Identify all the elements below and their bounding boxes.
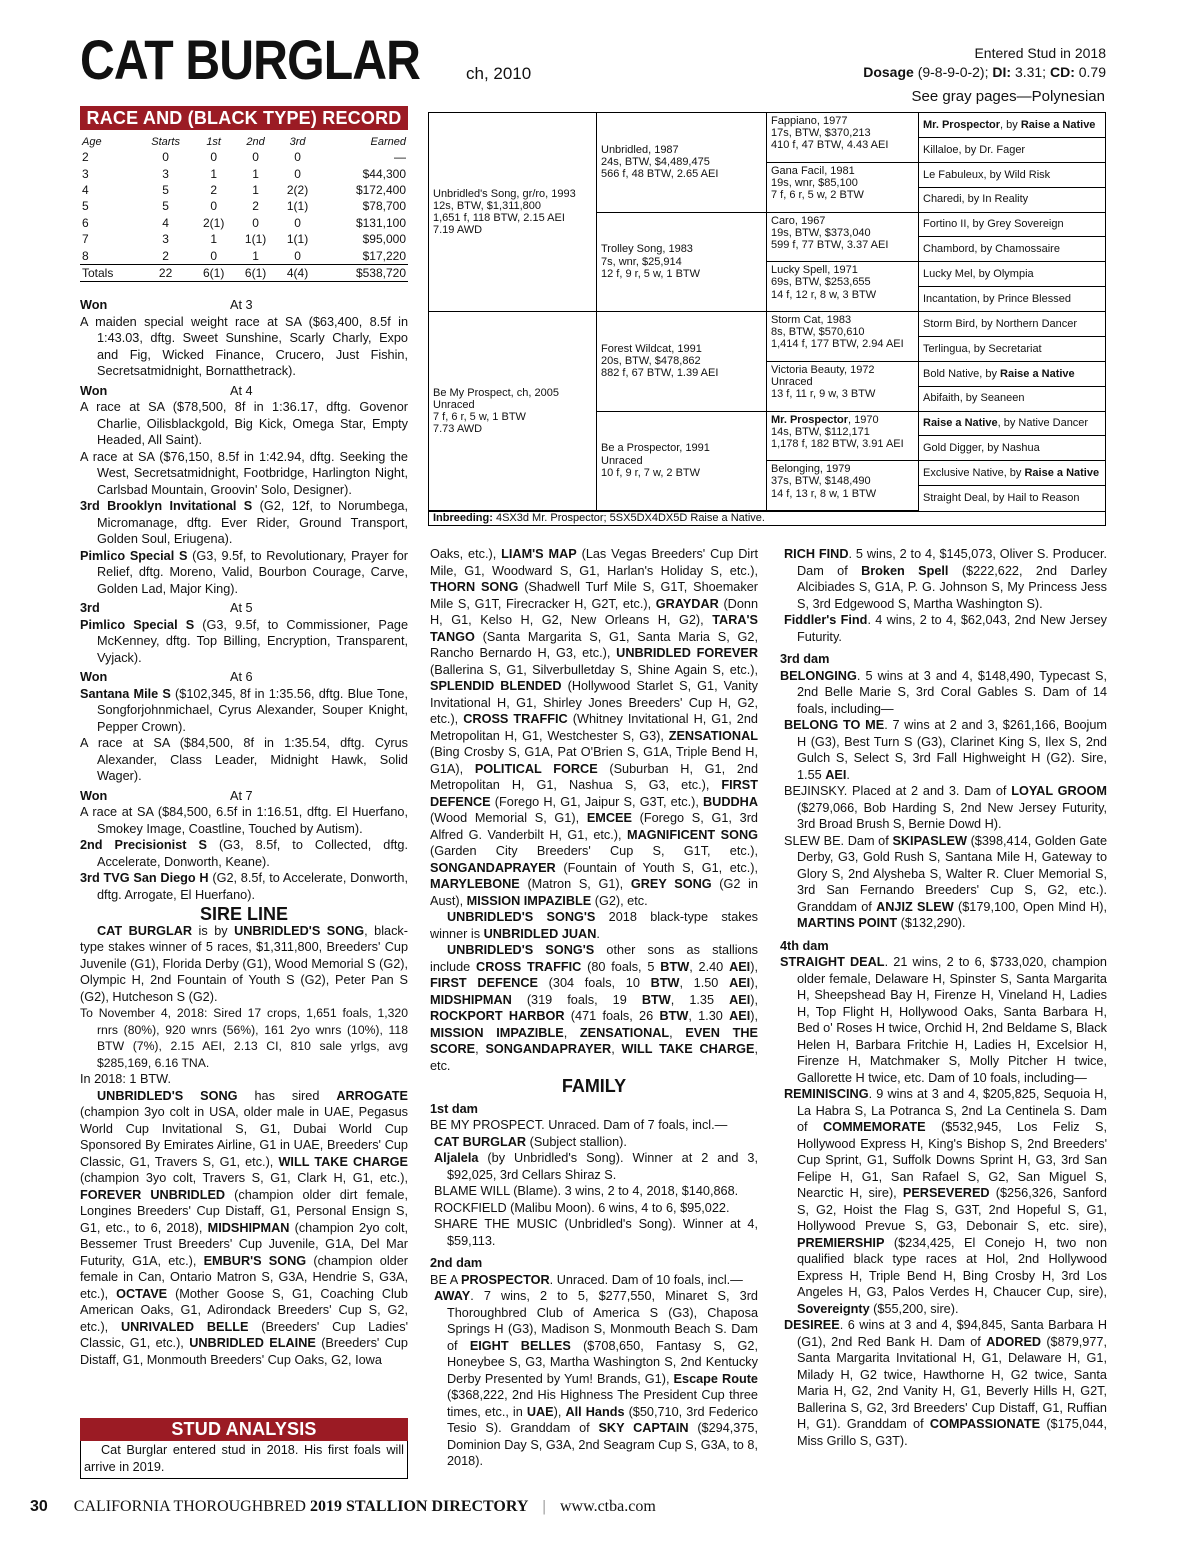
column-header: 2nd: [246, 135, 265, 148]
di-value: 3.31;: [1014, 64, 1047, 80]
pedigree-line: Exclusive Native, by Raise a Native: [923, 467, 1100, 480]
pedigree-gen4-cell: [919, 337, 1105, 362]
pedigree-line: 10 f, 9 r, 7 w, 2 BTW: [601, 466, 701, 479]
table-cell: 1: [252, 248, 259, 263]
stud-info: [863, 44, 1106, 82]
pedigree-line: Abifaith, by Seaneen: [923, 392, 1025, 405]
table-cell: 3: [82, 166, 89, 181]
pedigree-line: 566 f, 48 BTW, 2.65 AEI: [601, 168, 719, 181]
table-cell: 1(1): [286, 199, 309, 214]
table-cell: 0: [210, 248, 217, 263]
foal-entry: BLAME WILL (Blame). 3 wins, 2 to 4, 2018, $140,868.: [434, 1184, 739, 1198]
column-header: 1st: [206, 135, 221, 148]
column-header: Starts: [151, 135, 180, 148]
pedigree-gen4-cell: [919, 412, 1105, 437]
table-cell: 0: [294, 248, 301, 263]
sire-line-text: CAT BURGLAR is by UNBRIDLED'S SONG, black-type stakes winner of 5 races, $1,311,800, Breeders' Cup Juvenile (G1), Florida Derby (G1), Wood Memorial S (G2), Olympic H, 2nd Fountain of Youth S (G2), Peter Pan S (G2), Hutcheson S (G2).: [80, 923, 408, 1004]
sire-line-heading: SIRE LINE: [199, 904, 288, 924]
dosage-line: [863, 63, 1106, 82]
pedigree-gen3-cell: [767, 412, 919, 462]
column-header: Age: [82, 135, 102, 148]
table-cell: 0: [162, 150, 169, 165]
pedigree-line: Unbridled's Song, gr/ro, 1993: [433, 187, 576, 200]
pedigree-gen2-cell: [597, 312, 767, 412]
second-dam: BE A PROSPECTOR. Unraced. Dam of 10 foals, incl.—: [430, 1272, 743, 1287]
pedigree-line: 1,651 f, 118 BTW, 2.15 AEI: [433, 212, 565, 224]
race-record-header-row: [80, 134, 408, 149]
pedigree-line: Lucky Spell, 1971: [771, 264, 858, 277]
table-cell: 2: [252, 199, 259, 214]
table-row: [80, 247, 408, 264]
pedigree-gen3-cell: [767, 362, 919, 412]
table-row: [80, 231, 408, 247]
pedigree-line: 7.73 AWD: [433, 423, 483, 436]
table-cell: $95,000: [362, 232, 406, 247]
pedigree-line: Gana Facil, 1981: [771, 164, 855, 177]
pedigree-line: 19s, wnr, $85,100: [771, 176, 858, 189]
table-cell: 5: [162, 182, 169, 197]
foal-entry: ROCKFIELD (Malibu Moon). 6 wins, 4 to 6, $95,022.: [434, 1200, 730, 1215]
pedigree-gen4-cell: [919, 461, 1105, 486]
pedigree-line: 17s, BTW, $370,213: [771, 127, 871, 140]
dosage-label: Dosage: [863, 64, 914, 80]
middle-column: [430, 546, 758, 1470]
pedigree-gen4-cell: [919, 213, 1105, 238]
dosage-value: (9-8-9-0-2);: [917, 64, 989, 80]
table-cell: 6(1): [193, 264, 235, 281]
table-cell: 4: [82, 182, 89, 197]
pedigree-line: Fappiano, 1977: [771, 115, 848, 127]
foal-entry: BEJINSKY. Placed at 2 and 3. Dam of LOYAL GROOM ($279,066, Bob Harding S, 2nd New Jersey Futurity, 3rd Broad Brush S, Bernie Dowd H).: [784, 784, 1107, 831]
foal-entry: SLEW BE. Dam of SKIPASLEW ($398,414, Golden Gate Derby, G3, Gold Rush S, Santana Mile H, Gateway to Glory S, 2nd Alysheba S, Walter R. Cluer Memorial S, 3rd San Fernando Breeders' Cup S, G2, etc.). Granddam of ANJIZ SLEW ($179,100, Open Mind H), MARTINS POINT ($132,290).: [784, 833, 1107, 930]
pedigree-gen3-cell: [767, 461, 919, 511]
stud-analysis-text: Cat Burglar entered stud in 2018. His first foals will arrive in 2019.: [80, 1441, 408, 1479]
race-entry: A race at SA ($76,150, 8.5f in 1:42.94, dftg. Seeking the West, Secretsatmidnight, Footbridge, Harlington Night, Carlsbad Mountain, Groovin' Solo, Designer).: [80, 449, 408, 497]
foal-entry: BELONG TO ME. 7 wins at 2 and 3, $261,166, Boojum H (G3), Best Turn S (G3), Clarinet King S, Ilex S, 2nd Gulch S, Select S, 3rd Fall Highweight H (G2). Sire, 1.55 AEI.: [784, 718, 1108, 782]
foal-entry: CAT BURGLAR (Subject stallion).: [434, 1134, 627, 1149]
family-heading: FAMILY: [561, 1076, 627, 1096]
race-entry: Pimlico Special S (G3, 9.5f, to Commissioner, Page McKenney, dftg. Top Billing, Encryption, Transparent, Vyjack).: [80, 617, 408, 665]
pedigree-line: Caro, 1967: [771, 214, 826, 227]
pedigree-line: Trolley Song, 1983: [601, 243, 693, 256]
first-dam-heading: 1st dam: [430, 1101, 478, 1116]
pedigree-gen4-cell: [919, 362, 1105, 387]
pedigree-line: Incantation, by Prince Blessed: [923, 292, 1071, 305]
won-at-6: Won At 6: [80, 670, 253, 684]
table-cell: 1(1): [286, 232, 309, 247]
race-entry: 3rd TVG San Diego H (G2, 8.5f, to Accelerate, Donworth, dftg. Arrogate, El Huerfano).: [80, 871, 408, 902]
di-label: DI:: [992, 64, 1012, 80]
pedigree-line: 14 f, 13 r, 8 w, 1 BTW: [771, 487, 877, 500]
table-cell: 4(4): [277, 264, 319, 281]
pedigree-line: Be My Prospect, ch, 2005: [433, 386, 559, 399]
pedigree-chart: [428, 112, 1106, 526]
publication-name: CALIFORNIA THOROUGHBRED: [73, 1498, 306, 1515]
pedigree-line: Gold Digger, by Nashua: [923, 442, 1040, 455]
pedigree-line: 69s, BTW, $253,655: [771, 276, 871, 289]
race-entry: A race at SA ($84,500, 6.5f in 1:16.51, dftg. El Huerfano, Smokey Image, Coastline, Touched by Autism).: [80, 805, 408, 836]
table-cell: 22: [139, 264, 193, 281]
table-cell: 0: [252, 150, 259, 165]
table-row: [80, 149, 408, 165]
pedigree-line: Forest Wildcat, 1991: [601, 342, 702, 355]
table-cell: 1: [210, 232, 217, 247]
pedigree-line: Unraced: [433, 398, 475, 411]
pedigree-line: Storm Bird, by Northern Dancer: [923, 317, 1078, 330]
foal-entry: REMINISCING. 9 wins at 3 and 4, $205,825, Sequoia H, La Habra S, La Potranca S, 2nd La Centinela S. Dam of COMMEMORATE ($532,945, Los Feliz S, Hollywood Express H, King's Bishop S, 2nd Breeders' Cup Sprint, G1, Suffolk Downs Sprint H, G3, 3rd San Felipe H, G1, San Rafael S, G2, San Miguel S, Nearctic H, sire), PERSEVERED ($256,326, Sanford S, G2, Hoist the Flag S, G3T, 2nd Hopeful S, G1, Hollywood Prevue S, G3, Debonair S, etc. sire), PREMIERSHIP ($234,425, El Conejo H, two non qualified black type races at Hol, 2nd Hollywood Express H, Triple Bend H, Bing Crosby H, 3rd Los Angeles H, G3, Palos Verdes H, Chaucer Cup, sire), Sovereignty ($55,200, sire).: [784, 1087, 1107, 1316]
table-cell: 7: [82, 232, 89, 247]
table-row: [80, 198, 408, 214]
pedigree-line: Victoria Beauty, 1972: [771, 363, 875, 376]
foal-entry: Aljalela (by Unbridled's Song). Winner at 2 and 3, $92,025, 3rd Cellars Shiraz S.: [434, 1151, 758, 1182]
won-at-4: Won At 4: [80, 383, 253, 398]
pedigree-line: Belonging, 1979: [771, 463, 851, 476]
pedigree-gen3-cell: [767, 163, 919, 213]
pedigree-line: Chambord, by Chamossaire: [923, 243, 1060, 256]
pedigree-line: Bold Native, by Raise a Native: [923, 367, 1075, 380]
table-cell: 0: [294, 150, 301, 165]
race-entry: A race at SA ($78,500, 8f in 1:36.17, dftg. Govenor Charlie, Oilisblackgold, Big Kick, Omega Star, Empty Headed, All Saint).: [80, 400, 408, 447]
pedigree-line: Mr. Prospector, 1970: [771, 413, 879, 426]
table-cell: $17,220: [362, 248, 406, 263]
pedigree-gen2-cell: [597, 213, 767, 313]
table-cell: 0: [294, 215, 301, 230]
pedigree-line: 410 f, 47 BTW, 4.43 AEI: [771, 139, 889, 152]
pedigree-line: 8s, BTW, $570,610: [771, 326, 865, 339]
third-dam-heading: 3rd dam: [780, 652, 830, 666]
foal-entry: Fiddler's Find. 4 wins, 2 to 4, $62,043, 2nd New Jersey Futurity.: [784, 613, 1107, 644]
won-at-7: Won At 7: [80, 788, 253, 803]
totals-row: [80, 264, 408, 281]
pedigree-line: 19s, BTW, $373,040: [771, 226, 871, 239]
pedigree-gen3-cell: [767, 213, 919, 263]
pedigree-line: Lucky Mel, by Olympia: [923, 268, 1034, 281]
pedigree-line: 599 f, 77 BTW, 3.37 AEI: [771, 238, 889, 251]
pedigree-line: 24s, BTW, $4,489,475: [601, 156, 710, 169]
fourth-dam-heading: 4th dam: [780, 938, 829, 953]
table-cell: 1: [252, 182, 259, 197]
third-dam: BELONGING. 5 wins at 3 and 4, $148,490, Typecast S, 2nd Belle Marie S, 3rd Coral Gables S. Dam of 14 foals, including—: [780, 668, 1107, 716]
pedigree-gen3-cell: [767, 262, 919, 312]
table-cell: 2(1): [202, 215, 225, 230]
table-row: [80, 215, 408, 231]
table-cell: 1: [210, 166, 217, 181]
column-header: 3rd: [289, 135, 306, 148]
table-cell: $78,700: [362, 199, 406, 214]
column-header: Earned: [370, 135, 406, 148]
table-cell: 6: [82, 215, 89, 230]
table-cell: 8: [82, 248, 89, 263]
table-row: [80, 165, 408, 181]
pedigree-line: Unbridled, 1987: [601, 143, 679, 156]
pedigree-gen2-cell: [597, 412, 767, 512]
race-history: [80, 294, 408, 1368]
pedigree-line: 12 f, 9 r, 5 w, 1 BTW: [601, 267, 701, 280]
pedigree-gen4-cell: [919, 237, 1105, 262]
foal-entry: DESIREE. 6 wins at 3 and 4, $94,845, Santa Barbara H (G1), 2nd Red Bank H. Dam of ADORED ($879,977, Santa Margarita Invitational H, G1, Delaware H, G1, Milady H, G2 twice, Hawthorne H, G2 twice, Santa Maria H, G2, 2nd Vanity H, G1, Beverly Hills H, G2T, Ballerina S, G2, 3rd Breeders' Cup Distaff, G1, Ruffian H, G1). Granddam of COMPASSIONATE ($175,044, Miss Grillo S, G3T).: [784, 1318, 1107, 1448]
pedigree-gen4-cell: [919, 138, 1105, 163]
pedigree-line: 37s, BTW, $148,490: [771, 475, 871, 488]
sire-2018: In 2018: 1 BTW.: [80, 1072, 171, 1086]
pedigree-line: 13 f, 11 r, 9 w, 3 BTW: [771, 388, 876, 401]
pedigree-line: Mr. Prospector, by Raise a Native: [923, 118, 1096, 131]
sire-progeny-cont: Oaks, etc.), LIAM'S MAP (Las Vegas Breeders' Cup Dirt Mile, G1, Woodward S, G1, Harlan's Holiday S, etc.), THORN SONG (Shadwell Turf Mile S, G1T, Shoemaker Mile S, G1T, Firecracker H, G2T, etc.), GRAYDAR (Donn H, G1, Kelso H, G2, New Orleans H, G2), TARA'S TANGO (Santa Margarita S, G1, Santa Maria S, G2, Rancho Bernardo H, G3, etc.), UNBRIDLED FOREVER (Ballerina S, G1, Silverbulletday S, Shine Again S, etc.), SPLENDID BLENDED (Hollywood Starlet S, G1, Vanity Invitational H, G1, Shirley Jones Breeders' Cup H, G2, etc.), CROSS TRAFFIC (Whitney Invitational H, G1, 2nd Metropolitan H, G1, Westchester S, G3), ZENSATIONAL (Bing Crosby S, G1A, Pat O'Brien S, G1A, Triple Bend H, G1A), POLITICAL FORCE (Suburban H, G1, 2nd Metropolitan H, G1, Nashua S, G3, etc.), FIRST DEFENCE (Forego H, G1, Jaipur S, G3T, etc.), BUDDHA (Wood Memorial S, G1), EMCEE (Forego S, G1, 3rd Alfred G. Vanderbilt H, G1, etc.), MAGNIFICENT SONG (Garden City Breeders' Cup S, G1T, etc.), SONGANDAPRAYER (Fountain of Youth S, G1, etc.), MARYLEBONE (Matron S, G1), GREY SONG (G2 in Aust), MISSION IMPAZIBLE (G2), etc.: [430, 547, 758, 908]
foal-entry: RICH FIND. 5 wins, 2 to 4, $145,073, Oliver S. Producer. Dam of Broken Spell ($222,622, 2nd Darley Alcibiades S, G1A, P. G. Johnson S, My Princess Jess S, 3rd Edgewood S, Martha Washington S).: [784, 547, 1108, 611]
table-cell: —: [394, 150, 406, 165]
pedigree-gen4-cell: [919, 113, 1105, 138]
table-cell: 2: [210, 182, 217, 197]
won-at-3: Won At 3: [80, 298, 253, 312]
pedigree-line: 14s, BTW, $112,171: [771, 425, 870, 438]
pedigree-gen4-cell: [919, 486, 1105, 511]
cd-label: CD:: [1049, 64, 1075, 80]
foal-entry: SHARE THE MUSIC (Unbridled's Song). Winner at 4, $59,113.: [434, 1217, 758, 1248]
pedigree-line: 7s, wnr, $25,914: [601, 255, 682, 268]
pedigree-line: 7.19 AWD: [433, 224, 483, 237]
pedigree-line: Straight Deal, by Hail to Reason: [923, 492, 1080, 505]
sire-progeny: UNBRIDLED'S SONG has sired ARROGATE (champion 3yo colt in USA, older male in UAE, Pegasus World Cup Invitational S, G1, Dubai World Cup Sponsored By Emirates Airline, G1 in UAE, Breeders' Cup Classic, G1, Travers S, G1, etc.), WILL TAKE CHARGE (champion 3yo colt, Travers S, G1, Clark H, G1, etc.), FOREVER UNBRIDLED (champion older dirt female, Longines Breeders' Cup Distaff, G1, Personal Ensign S, G1, etc., to 6, 2018), MIDSHIPMAN (champion 2yo colt, Bessemer Trust Breeders' Cup Juvenile, G1A, Del Mar Futurity, G1A, etc.), EMBUR'S SONG (champion older female in Can, Ontario Matron S, G3A, Hendrie S, G3A, etc.), OCTAVE (Mother Goose S, G1, Coaching Club American Oaks, G1, Adirondack Breeders' Cup S, G2, etc.), UNRIVALED BELLE (Breeders' Cup Ladies' Classic, G1, etc.), UNBRIDLED ELAINE (Breeders' Cup Distaff, G1, Monmouth Breeders' Cup Oaks, G2, Iowa: [80, 1088, 409, 1367]
table-cell: 2(2): [286, 182, 309, 197]
table-cell: 3: [162, 166, 169, 181]
pedigree-line: Killaloe, by Dr. Fager: [923, 143, 1026, 156]
entered-stud: Entered Stud in 2018: [974, 45, 1106, 61]
table-cell: 2: [82, 150, 89, 165]
table-cell: $538,720: [319, 264, 409, 281]
pedigree-line: 7 f, 6 r, 5 w, 1 BTW: [433, 411, 526, 423]
first-dam: BE MY PROSPECT. Unraced. Dam of 7 foals, incl.—: [430, 1118, 728, 1132]
pedigree-line: 14 f, 12 r, 8 w, 3 BTW: [771, 288, 877, 301]
race-record-heading: RACE AND (BLACK TYPE) RECORD: [80, 106, 408, 130]
table-cell: 5: [82, 199, 89, 214]
table-cell: 2: [162, 248, 169, 263]
table-cell: 5: [162, 199, 169, 214]
pedigree-line: 1,414 f, 177 BTW, 2.94 AEI: [771, 338, 904, 351]
race-record-table: [80, 134, 408, 282]
stallion-name: CAT BURGLAR: [80, 28, 421, 91]
table-cell: 4: [162, 215, 169, 230]
page-number: 30: [30, 1498, 48, 1515]
pedigree-line: 882 f, 67 BTW, 1.39 AEI: [601, 367, 719, 380]
pedigree-gen3-cell: [767, 113, 919, 163]
stallion-subtitle: ch, 2010: [466, 64, 532, 83]
cd-value: 0.79: [1078, 64, 1106, 80]
pedigree-gen2-cell: [597, 113, 767, 213]
sire-sons: UNBRIDLED'S SONG'S other sons as stallions include CROSS TRAFFIC (80 foals, 5 BTW, 2.40 AEI), FIRST DEFENCE (304 foals, 10 BTW, 1.50 AEI), MIDSHIPMAN (319 foals, 19 BTW, 1.35 AEI), ROCKPORT HARBOR (471 foals, 26 BTW, 1.30 AEI), MISSION IMPAZIBLE, ZENSATIONAL, EVEN THE SCORE, SONGANDAPRAYER, WILL TAKE CHARGE, etc.: [430, 943, 758, 1073]
table-cell: 0: [210, 150, 217, 165]
pedigree-gen4-cell: [919, 262, 1105, 287]
sire-stats: To November 4, 2018: Sired 17 crops, 1,651 foals, 1,320 rnrs (80%), 920 wnrs (56%), 161 2yo wnrs (10%), 118 BTW (7%), 2.15 AEI, 2.13 CI, 810 sale yrlgs, avg $285,169, 6.16 TNA.: [80, 1006, 408, 1070]
table-cell: $131,100: [355, 215, 406, 230]
third-at-5: 3rd At 5: [80, 601, 253, 615]
pedigree-gen4-cell: [919, 163, 1105, 188]
race-entry: Santana Mile S ($102,345, 8f in 1:35.56, dftg. Blue Tone, Songforjohnmichael, Cyrus Alexander, Souper Knight, Pepper Crown).: [80, 686, 408, 734]
table-cell: 0: [294, 166, 301, 181]
race-entry: A maiden special weight race at SA ($63,400, 8.5f in 1:43.03, dftg. Sweet Sunshine, Scarly Charly, Expo and Fig, Wicked Finance, Crucero, Just Fishin, Secretsatmidnight, Bornatthetrack).: [80, 314, 408, 378]
pedigree-gen4-cell: [919, 436, 1105, 461]
table-cell: 0: [210, 199, 217, 214]
table-cell: Totals: [80, 264, 139, 281]
table-cell: $172,400: [355, 182, 406, 197]
pedigree-line: Storm Cat, 1983: [771, 314, 852, 326]
second-dam-heading: 2nd dam: [430, 1256, 483, 1270]
website-link[interactable]: www.ctba.com: [559, 1498, 656, 1515]
pedigree-gen1-cell: [429, 312, 597, 511]
foal-entry: AWAY. 7 wins, 2 to 5, $277,550, Minaret S, 3rd Thoroughbred Club of America S (G3), Chaposa Springs H (G3), Madison S, Monmouth Beach S. Dam of EIGHT BELLES ($708,650, Fantasy S, G2, Honeybee S, G3, Martha Washington S, 2nd Kentucky Derby Presented by Yum! Brands, G1), Escape Route ($368,222, 2nd His Highness The President Cup three times, etc., in UAE), All Hands ($50,710, 3rd Federico Tesio S). Granddam of SKY CAPTAIN ($294,375, Dominion Day S, G3A, 2nd Seagram Cup S, G3A, to 8, 2018).: [434, 1289, 758, 1468]
pedigree-line: Fortino II, by Grey Sovereign: [923, 218, 1064, 231]
page-footer: [30, 1498, 656, 1516]
table-cell: 0: [252, 215, 259, 230]
pedigree-gen4-cell: [919, 387, 1105, 412]
pedigree-line: 12s, BTW, $1,311,800: [433, 199, 542, 212]
pedigree-line: Be a Prospector, 1991: [601, 442, 710, 455]
pedigree-line: Terlingua, by Secretariat: [923, 342, 1042, 355]
pedigree-gen4-cell: [919, 287, 1105, 312]
pedigree-line: 7 f, 6 r, 5 w, 2 BTW: [771, 189, 864, 202]
table-cell: 6(1): [235, 264, 277, 281]
footer-separator: |: [542, 1498, 546, 1515]
pedigree-gen4-cell: [919, 188, 1105, 213]
pedigree-line: Raise a Native, by Native Dancer: [923, 417, 1089, 430]
race-entry: 3rd Brooklyn Invitational S (G2, 12f, to Norumbega, Micromanage, dftg. Ever Rider, Ground Transport, Golden Soul, Eriugena).: [80, 499, 408, 546]
race-entry: A race at SA ($84,500, 8f in 1:35.54, dftg. Cyrus Alexander, Class Leader, Midnight Hawk, Solid Wager).: [80, 736, 408, 783]
publication-title: 2019 STALLION DIRECTORY: [309, 1498, 529, 1515]
see-gray-pages: See gray pages—Polynesian: [911, 88, 1105, 105]
fourth-dam: STRAIGHT DEAL. 21 wins, 2 to 6, $733,020, champion older female, Delaware H, Spinster S, Santa Margarita H, Sheepshead Bay H, Firenze H, Vineland H, Ladies H, Top Flight H, Hollywood Oaks, Santa Barbara H, Bed o' Roses H twice, Orchid H, 2nd Beldame S, Black Helen H, Barbara Fritchie H, Ladies H, Excelsior H, Firenze H, Matchmaker S, Molly Pitcher H twice, Gallorette H twice, etc. Dam of 10 foals, including—: [780, 955, 1107, 1085]
table-cell: 1: [252, 166, 259, 181]
table-cell: 1(1): [244, 232, 267, 247]
race-entry: 2nd Precisionist S (G3, 8.5f, to Collected, dftg. Accelerate, Donworth, Keane).: [80, 838, 408, 869]
pedigree-gen1-cell: [429, 113, 597, 312]
pedigree-line: Le Fabuleux, by Wild Risk: [923, 168, 1051, 181]
sire-2018-bts: UNBRIDLED'S SONG'S 2018 black-type stakes winner is UNBRIDLED JUAN.: [430, 910, 759, 941]
table-row: [80, 182, 408, 198]
pedigree-line: 1,178 f, 182 BTW, 3.91 AEI: [771, 437, 904, 450]
race-entry: Pimlico Special S (G3, 9.5f, to Revolutionary, Prayer for Relief, dftg. Moreno, Valid, Bourbon Courage, Carve, Golden Lad, Major King).: [80, 548, 408, 596]
pedigree-line: 20s, BTW, $478,862: [601, 355, 701, 368]
table-cell: $44,300: [362, 166, 406, 181]
pedigree-line: Charedi, by In Reality: [923, 193, 1029, 206]
right-column: [780, 546, 1107, 1449]
pedigree-line: Unraced: [771, 375, 813, 388]
pedigree-line: Unraced: [601, 454, 643, 467]
pedigree-gen3-cell: [767, 312, 919, 362]
stud-analysis-heading: STUD ANALYSIS: [80, 1418, 408, 1441]
pedigree-gen4-cell: [919, 312, 1105, 337]
table-cell: 3: [162, 232, 169, 247]
inbreeding-note: Inbreeding: 4SX3d Mr. Prospector; 5SX5DX4DX5D Raise a Native.: [433, 512, 765, 524]
